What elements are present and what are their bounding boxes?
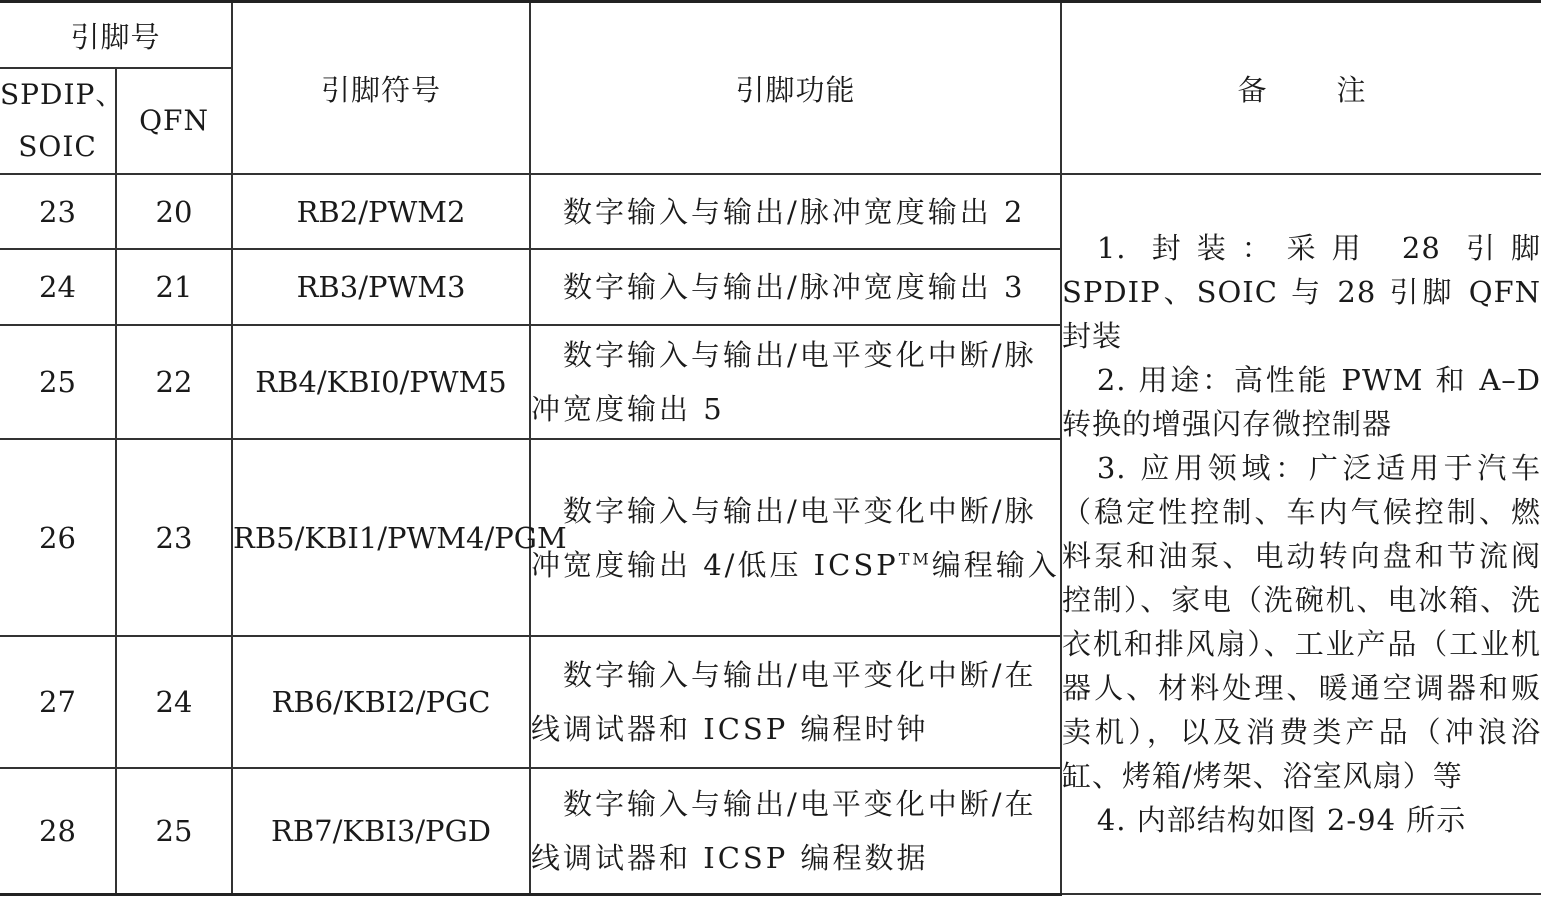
cell-qfn: 23	[116, 439, 232, 636]
function-text: 数字输入与输出/脉冲宽度输出 2	[563, 194, 1026, 229]
cell-spdip: 25	[0, 325, 116, 439]
cell-qfn: 25	[116, 768, 232, 894]
cell-spdip: 28	[0, 768, 116, 894]
function-text: 数字输入与输出/电平变化中断/脉冲宽度输出 5	[531, 338, 1037, 426]
cell-function	[530, 439, 1061, 636]
remark-2: 2. 用途：高性能 PWM 和 A–D 转换的增强闪存微控制器	[1062, 363, 1541, 441]
cell-spdip: 26	[0, 439, 116, 636]
header-qfn: QFN	[116, 68, 232, 174]
header-pin-symbol: 引脚符号	[232, 2, 530, 175]
cell-symbol: RB7/KBI3/PGD	[232, 768, 530, 894]
cell-function	[530, 636, 1061, 768]
function-text: 数字输入与输出/电平变化中断/在线调试器和 ICSP 编程时钟	[531, 658, 1037, 746]
remark-4: 4. 内部结构如图 2-94 所示	[1096, 803, 1467, 837]
cell-qfn: 21	[116, 249, 232, 325]
cell-spdip: 23	[0, 174, 116, 249]
cell-symbol: RB3/PWM3	[232, 249, 530, 325]
cell-function	[530, 174, 1061, 249]
trademark-mark: TM	[898, 548, 932, 568]
header-spdip-soic: SPDIP、SOIC	[0, 68, 116, 174]
cell-spdip: 27	[0, 636, 116, 768]
table-row	[0, 174, 1541, 249]
function-text: 数字输入与输出/电平变化中断/脉冲宽度输出 4/低压 ICSP	[531, 493, 1037, 582]
cell-function	[530, 249, 1061, 325]
function-text: 数字输入与输出/脉冲宽度输出 3	[563, 270, 1026, 304]
remark-3: 3. 应用领域：广泛适用于汽车（稳定性控制、车内气候控制、燃料泵和油泵、电动转向盘和节流阀控制）、家电（洗碗机、电冰箱、洗衣机和排风扇）、工业产品（工业机器人、材料处理、暖通空调器和贩卖机），以及消费类产品（冲浪浴缸、烤箱/烤架、浴室风扇）等	[1062, 451, 1541, 793]
remarks-cell	[1061, 174, 1541, 894]
cell-function	[530, 325, 1061, 439]
cell-spdip: 24	[0, 249, 116, 325]
header-pin-function: 引脚功能	[530, 2, 1061, 175]
cell-symbol: RB4/KBI0/PWM5	[232, 325, 530, 439]
function-text: 数字输入与输出/电平变化中断/在线调试器和 ICSP 编程数据	[531, 786, 1037, 875]
cell-qfn: 20	[116, 174, 232, 249]
cell-qfn: 22	[116, 325, 232, 439]
header-pin-number: 引脚号	[0, 2, 232, 69]
header-remarks: 备注	[1061, 2, 1541, 175]
function-text-tail: 编程输入	[931, 547, 1060, 582]
cell-symbol: RB2/PWM2	[232, 174, 530, 249]
cell-symbol: RB6/KBI2/PGC	[232, 636, 530, 768]
cell-qfn: 24	[116, 636, 232, 768]
cell-symbol: RB5/KBI1/PWM4/PGM	[232, 439, 530, 636]
remark-1: 1. 封装：采用 28 引脚 SPDIP、SOIC 与 28 引脚 QFN 封装	[1062, 231, 1541, 353]
cell-function	[530, 768, 1061, 894]
